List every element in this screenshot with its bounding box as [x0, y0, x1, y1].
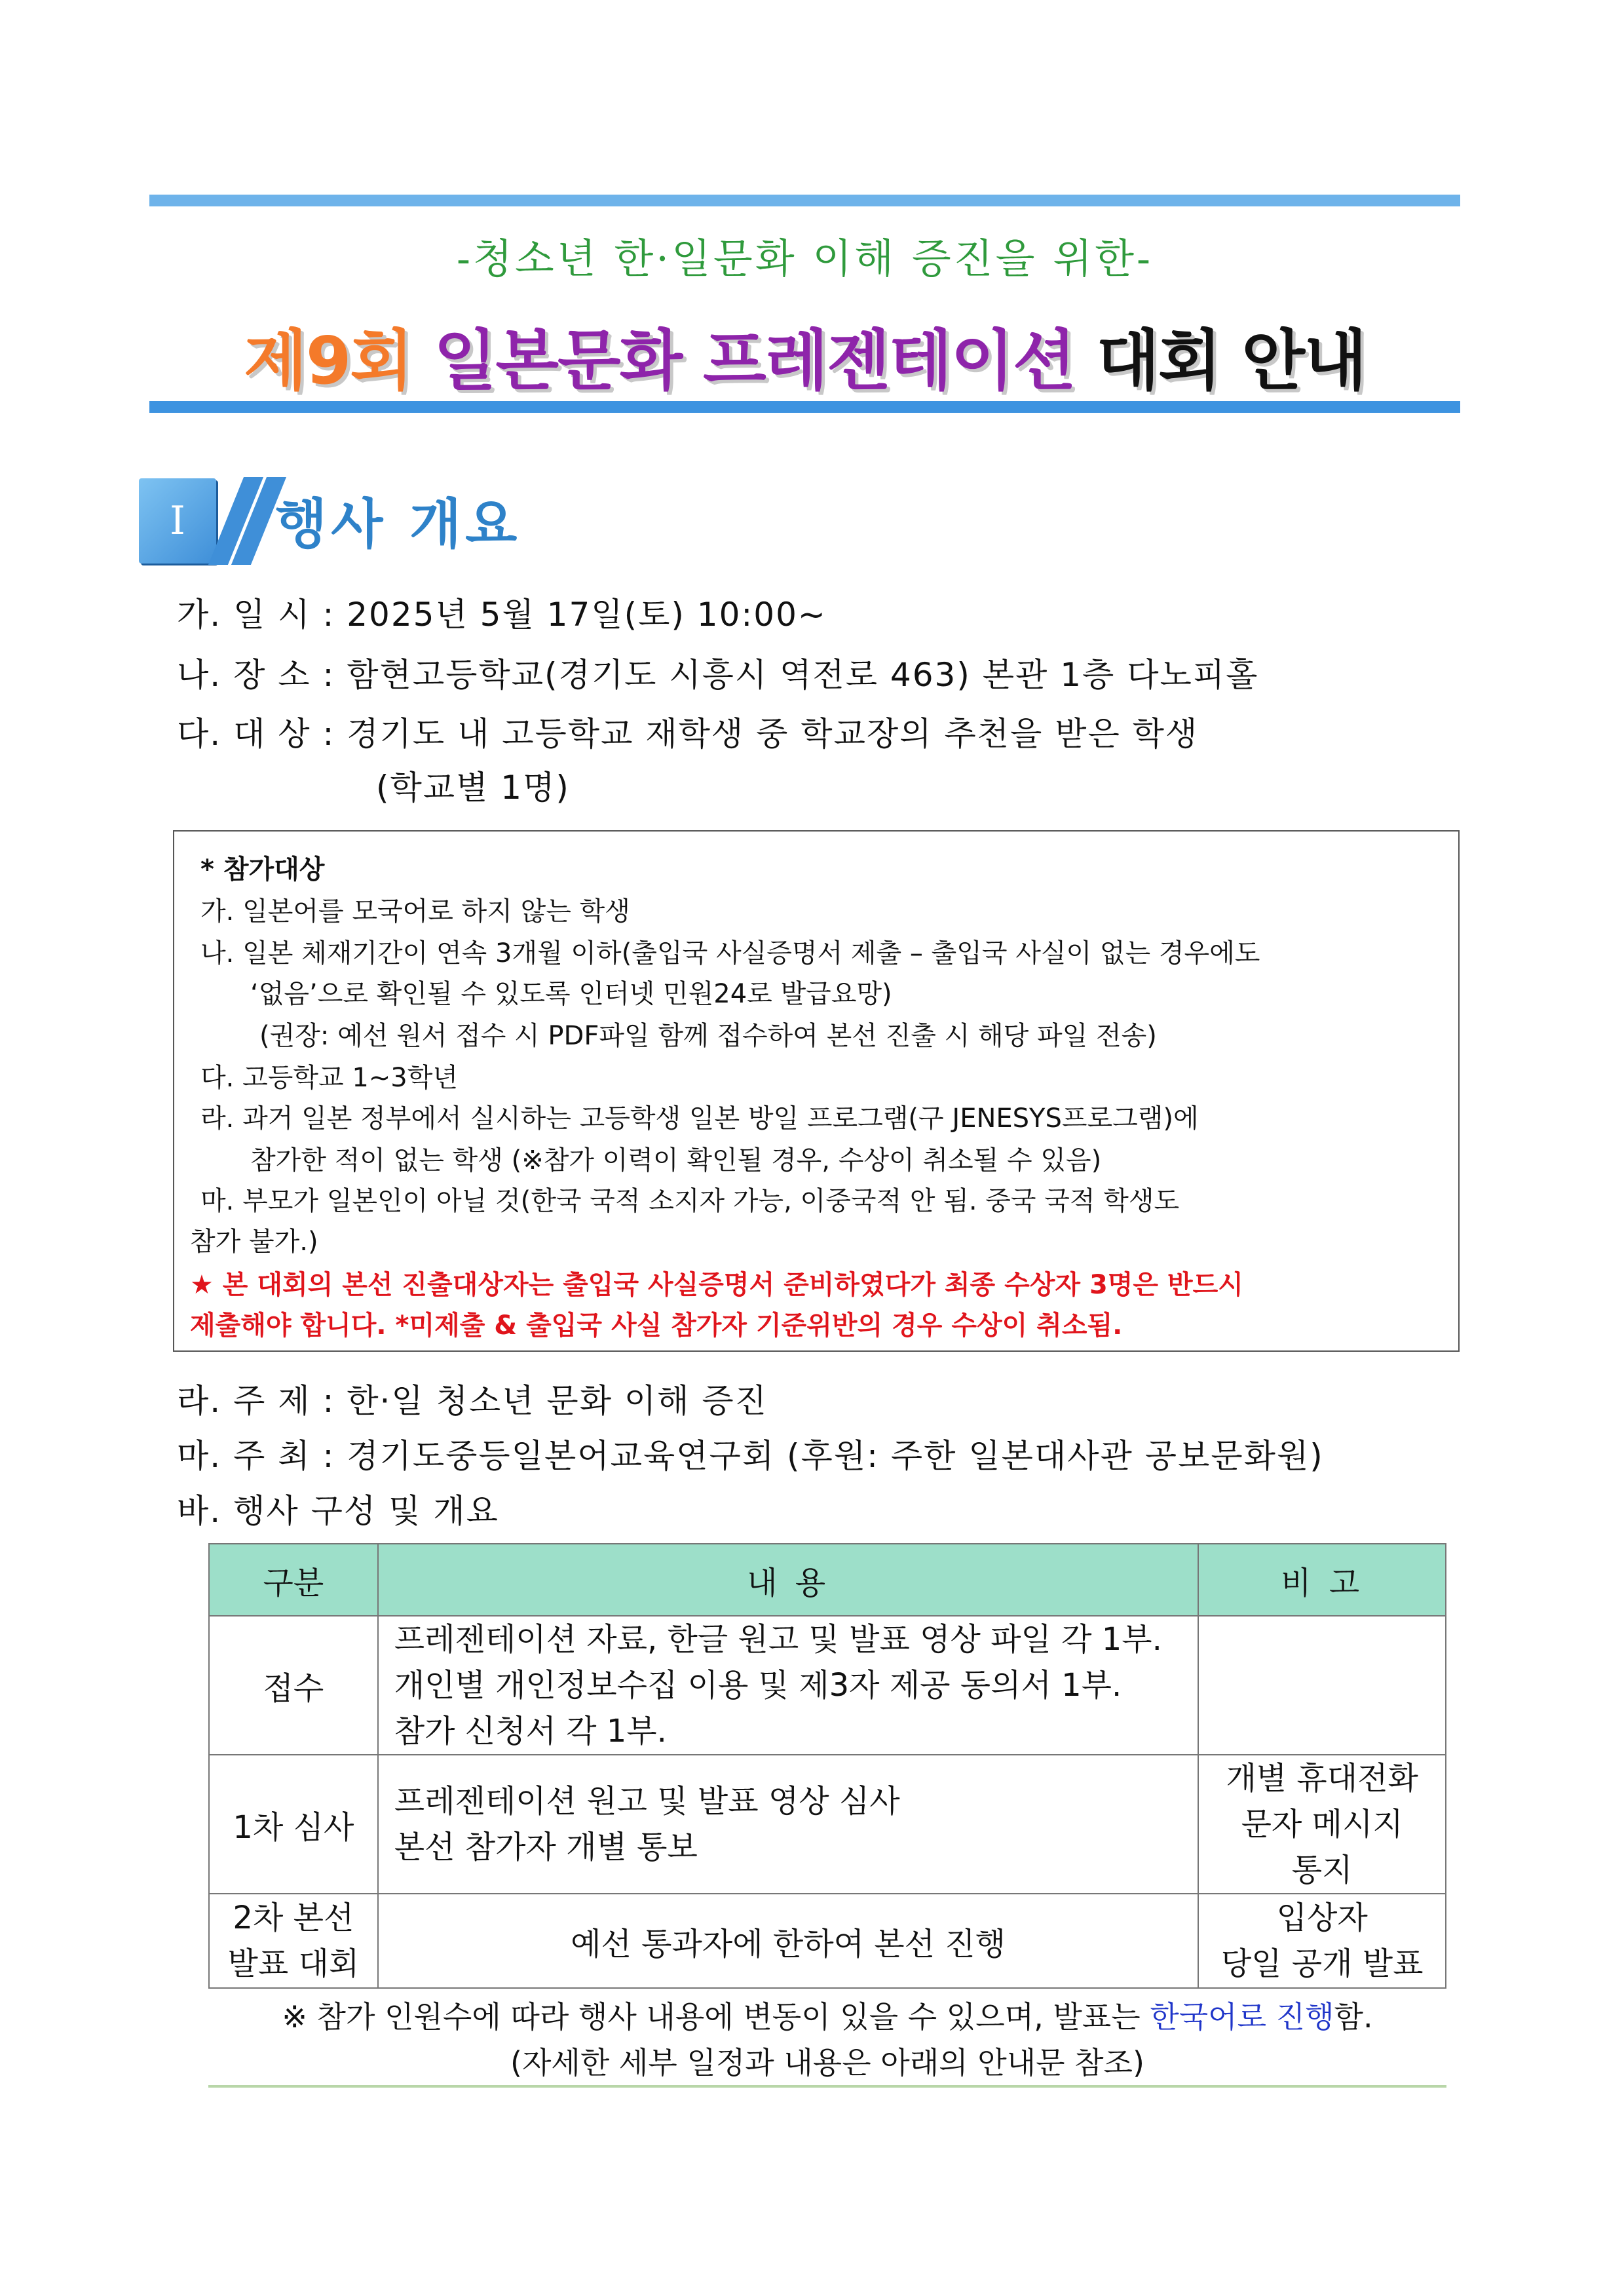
criteria-item: 참가 불가.) [190, 1227, 318, 1257]
table-cell-content [378, 1755, 1199, 1894]
table-cell-content: 예선 통과자에 한하여 본선 진행 [378, 1894, 1199, 1988]
criteria-item: 마. 부모가 일본인이 아닐 것(한국 국적 소지자 가능, 이중국적 안 됨. 중국 국적 학생도 [200, 1186, 1180, 1216]
table-header: 내 용 [378, 1544, 1199, 1616]
table-row [209, 1894, 1446, 1988]
note-line: 통지 [1291, 1852, 1353, 1888]
footnote-highlight: 한국어로 진행 [1150, 1999, 1334, 2035]
overview-place: 나. 장 소 : 함현고등학교(경기도 시흥시 역전로 463) 본관 1층 다노피홀 [177, 656, 1259, 694]
content-line: 프레젠테이션 원고 및 발표 영상 심사 [394, 1783, 900, 1820]
table-cell-category [209, 1894, 378, 1988]
criteria-item: 나. 일본 체재기간이 연속 3개월 이하(출입국 사실증명서 제출 – 출입국 사실이 없는 경우에도 [200, 938, 1260, 968]
note-line: 개별 휴대전화 [1226, 1760, 1418, 1797]
note-line: 입상자 [1276, 1900, 1368, 1936]
content-line: 프레젠테이션 자료, 한글 원고 및 발표 영상 파일 각 1부. [394, 1621, 1162, 1658]
note-line: 당일 공개 발표 [1220, 1945, 1424, 1982]
criteria-item: 가. 일본어를 모국어로 하지 않는 학생 [200, 896, 630, 927]
criteria-item: 라. 과거 일본 정부에서 실시하는 고등학생 일본 방일 프로그램(구 JENESYS프로그램)에 [200, 1103, 1199, 1134]
footnote-text: ※ 참가 인원수에 따라 행사 내용에 변동이 있을 수 있으며, 발표는 [282, 1999, 1150, 2035]
overview-date: 가. 일 시 : 2025년 5월 17일(토) 10:00~ [177, 596, 827, 634]
event-plan-table [208, 1543, 1446, 1989]
table-footnote [208, 1993, 1446, 2037]
content-line: 개인별 개인정보수집 이용 및 제3자 제공 동의서 1부. [394, 1667, 1122, 1704]
note-line: 문자 메시지 [1241, 1806, 1403, 1843]
category-line: 발표 대회 [227, 1945, 360, 1982]
table-row [209, 1616, 1446, 1755]
table-cell-content [378, 1616, 1199, 1755]
warning-line: ★ 본 대회의 본선 진출대상자는 출입국 사실증명서 준비하였다가 최종 수상자 3명은 반드시 [190, 1270, 1243, 1300]
header-top-bar [149, 195, 1460, 206]
overview-target-note: (학교별 1명) [376, 769, 570, 807]
criteria-item: (권장: 예선 원서 접수 시 PDF파일 함께 접수하여 본선 진출 시 해당 파일 전송) [259, 1021, 1157, 1051]
table-cell-note [1198, 1755, 1446, 1894]
criteria-heading: * 참가대상 [200, 854, 325, 885]
category-line: 2차 본선 [233, 1900, 354, 1936]
table-cell-note [1198, 1616, 1446, 1755]
participant-criteria-box [173, 830, 1460, 1352]
overview-host: 마. 주 최 : 경기도중등일본어교육연구회 (후원: 주한 일본대사관 공보문화원) [177, 1437, 1324, 1475]
content-line: 참가 신청서 각 1부. [394, 1713, 667, 1750]
table-cell-note [1198, 1894, 1446, 1988]
criteria-item: 참가한 적이 없는 학생 (※참가 이력이 확인될 경우, 수상이 취소될 수 있음) [250, 1145, 1102, 1176]
title-suffix: 대회 안내 [1096, 322, 1366, 399]
footnote-text: 함. [1334, 1999, 1373, 2035]
overview-theme: 라. 주 제 : 한·일 청소년 문화 이해 증진 [177, 1382, 768, 1420]
table-header-row [209, 1544, 1446, 1616]
title-edition: 제9회 [244, 322, 413, 399]
table-row [209, 1755, 1446, 1894]
criteria-item: ‘없음’으로 확인될 수 있도록 인터넷 민원24로 발급요망) [250, 979, 892, 1009]
table-header: 구분 [209, 1544, 378, 1616]
table-footnote-reference: (자세한 세부 일정과 내용은 아래의 안내문 참조) [510, 2045, 1144, 2080]
section-number-badge: I [139, 478, 216, 564]
header-bottom-bar [149, 401, 1460, 413]
content-line: 본선 참가자 개별 통보 [394, 1829, 698, 1866]
document-title [149, 308, 1460, 402]
overview-target: 다. 대 상 : 경기도 내 고등학교 재학생 중 학교장의 추천을 받은 학생 [177, 715, 1199, 753]
section-title: 행사 개요 [275, 493, 521, 556]
table-cell-category: 1차 심사 [209, 1755, 378, 1894]
overview-composition: 바. 행사 구성 및 개요 [177, 1492, 499, 1530]
warning-line: 제출해야 합니다. *미제출 & 출입국 사실 참가자 기준위반의 경우 수상이 취소됨. [190, 1311, 1123, 1341]
table-bottom-rule [208, 2085, 1446, 2088]
table-header: 비 고 [1198, 1544, 1446, 1616]
title-event: 일본문화 프레젠테이션 [433, 322, 1075, 399]
criteria-item: 다. 고등학교 1~3학년 [200, 1063, 459, 1093]
table-cell-category: 접수 [209, 1616, 378, 1755]
document-subtitle: -청소년 한·일문화 이해 증진을 위한- [457, 235, 1153, 282]
